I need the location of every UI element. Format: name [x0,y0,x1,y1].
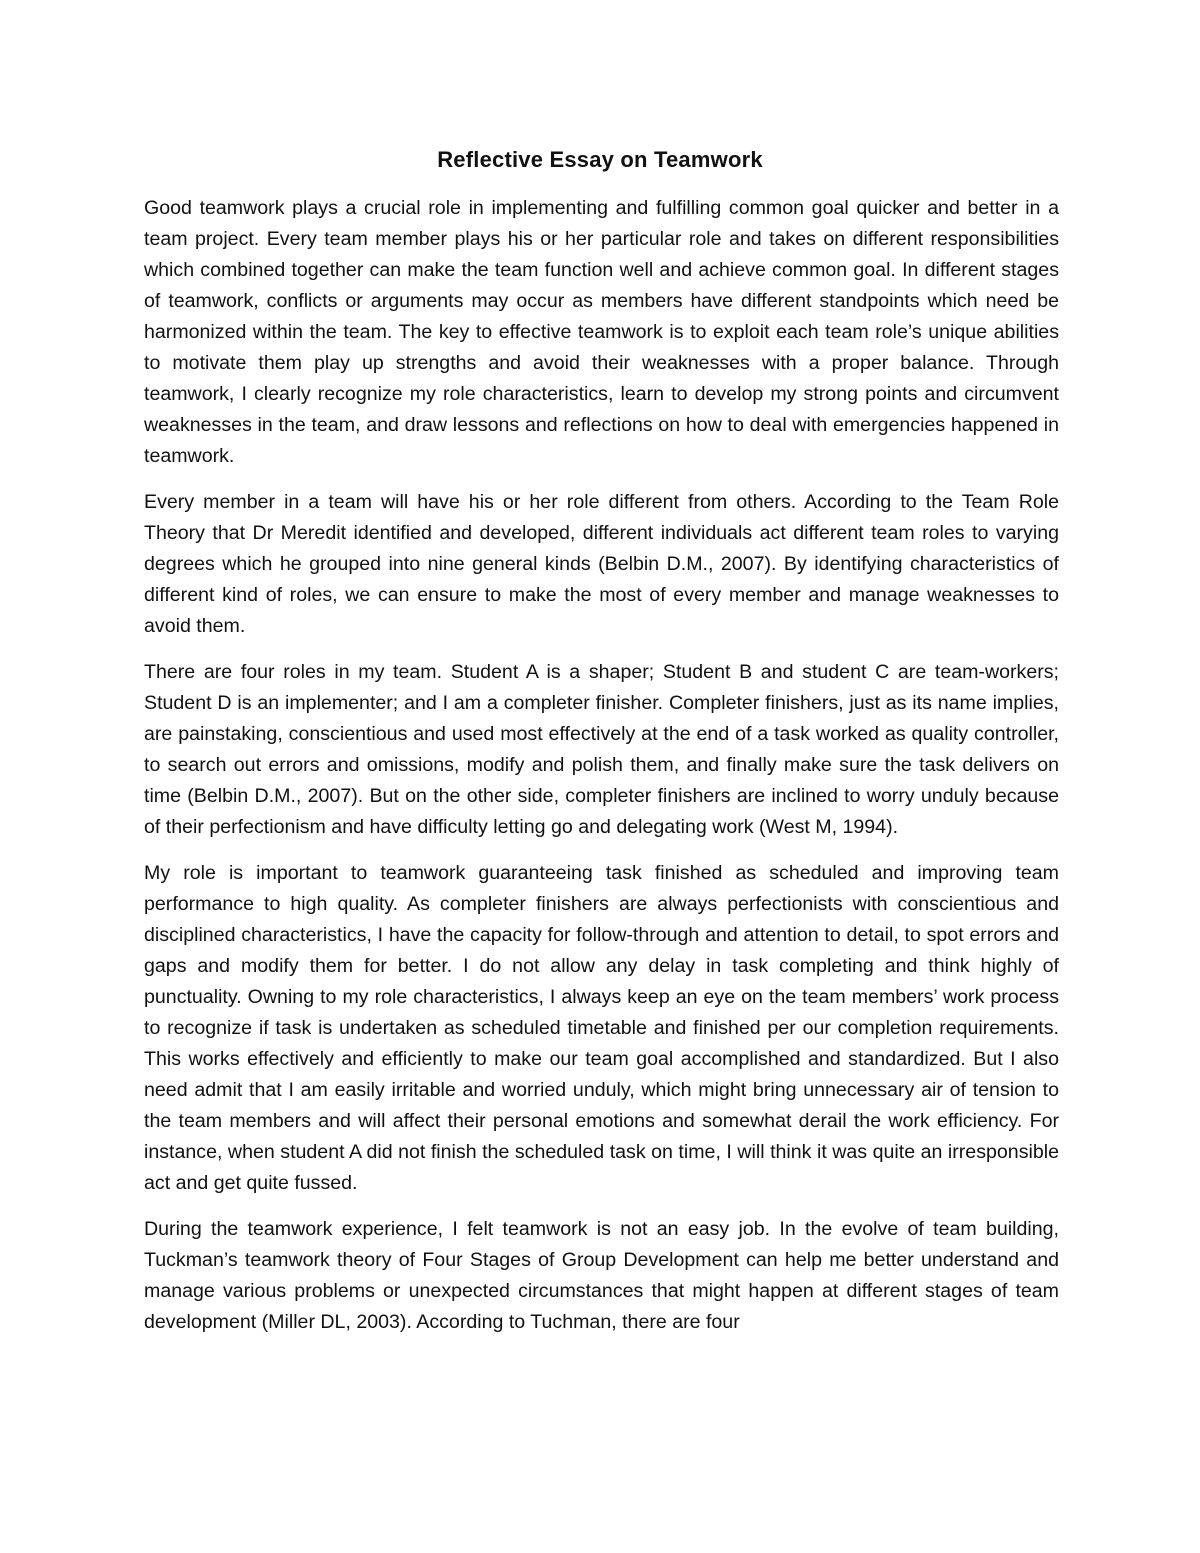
paragraph-team-role-theory: Every member in a team will have his or her role different from others. According to the Team Role Theory that Dr Meredit identified and developed, different individuals act different team roles to varying degrees which he grouped into nine general kinds (Belbin D.M., 2007). By identifying characteristics of different kind of roles, we can ensure to make the most of every member and manage weaknesses to avoid them. [144,491,1059,637]
paragraph-introduction: Good teamwork plays a crucial role in implementing and fulfilling common goal quicker and better in a team project. Every team member plays his or her particular role and takes on different responsibilities which combined together can make the team function well and achieve common goal. In different stages of teamwork, conflicts or arguments may occur as members have different standpoints which need be harmonized within the team. The key to effective teamwork is to exploit each team role’s unique abilities to motivate them play up strengths and avoid their weaknesses with a proper balance. Through teamwork, I clearly recognize my role characteristics, learn to develop my strong points and circumvent weaknesses in the team, and draw lessons and reflections on how to deal with emergencies happened in teamwork. [144,197,1059,467]
paragraph-teamwork-experience: During the teamwork experience, I felt teamwork is not an easy job. In the evolve of team building, Tuckman’s teamwork theory of Four Stages of Group Development can help me better understand and manage various problems or unexpected circumstances that might happen at different stages of team development (Miller DL, 2003). According to Tuchman, there are four [144,1218,1059,1333]
document-title: Reflective Essay on Teamwork [437,147,763,172]
document-body [144,193,1059,1353]
paragraph-team-roles: There are four roles in my team. Student A is a shaper; Student B and student C are team-workers; Student D is an implementer; and I am a completer finisher. Completer finishers, just as its name implies, are painstaking, conscientious and used most effectively at the end of a task worked as quality controller, to search out errors and omissions, modify and polish them, and finally make sure the task delivers on time (Belbin D.M., 2007). But on the other side, completer finishers are inclined to worry unduly because of their perfectionism and have difficulty letting go and delegating work (West M, 1994). [144,661,1059,838]
paragraph-my-role: My role is important to teamwork guaranteeing task finished as scheduled and improving team performance to high quality. As completer finishers are always perfectionists with conscientious and disciplined characteristics, I have the capacity for follow-through and attention to detail, to spot errors and gaps and modify them for better. I do not allow any delay in task completing and think highly of punctuality. Owning to my role characteristics, I always keep an eye on the team members’ work process to recognize if task is undertaken as scheduled timetable and finished per our completion requirements. This works effectively and efficiently to make our team goal accomplished and standardized. But I also need admit that I am easily irritable and worried unduly, which might bring unnecessary air of tension to the team members and will affect their personal emotions and somewhat derail the work efficiency. For instance, when student A did not finish the scheduled task on time, I will think it was quite an irresponsible act and get quite fussed. [144,862,1059,1194]
